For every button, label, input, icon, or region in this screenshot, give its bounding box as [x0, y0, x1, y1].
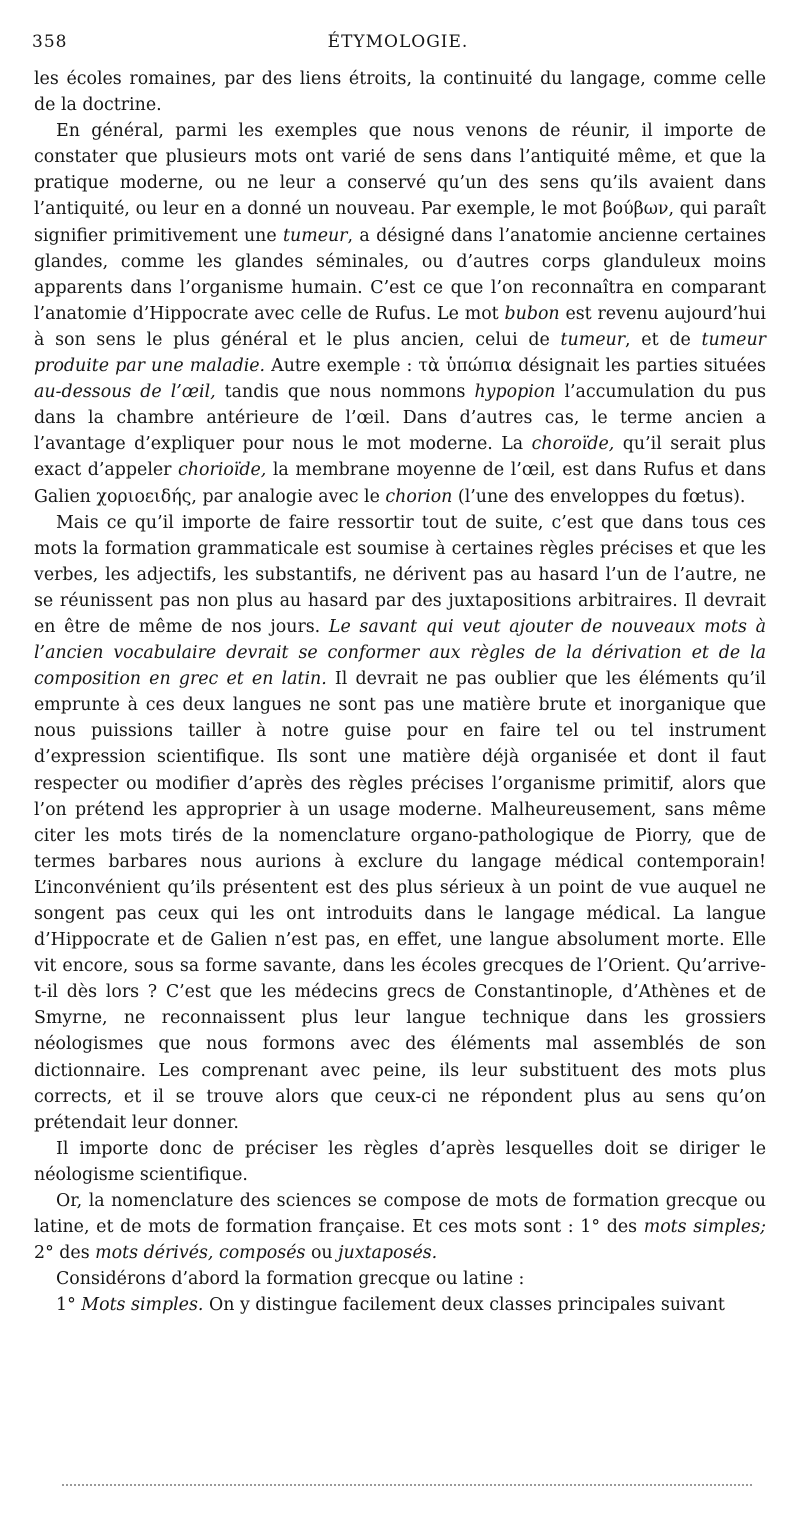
text-run: En général, parmi les exemples que nous venons de réunir, il importe de constater que plusieurs mots ont varié de sens dans l’antiquité même, et que la pratique moderne, ou ne leur a conservé qu’un des sens qu’ils avaient dans l’antiquité, ou leur en a donné un nouveau. Par exemple, le mot	[34, 121, 766, 220]
greek-word: βούβων	[602, 199, 669, 220]
italic-term: choroïde,	[531, 434, 615, 455]
page-header	[32, 32, 764, 58]
italic-term: tumeur	[283, 225, 348, 246]
text-run: ou	[305, 1243, 339, 1264]
paragraph-meanings	[34, 118, 766, 509]
paragraph-neologism	[34, 1136, 766, 1188]
text-run: Autre exemple :	[265, 356, 419, 377]
text-run: , et de	[625, 329, 702, 350]
italic-term: mots dérivés, composés	[95, 1243, 306, 1264]
text-run: Considérons d’abord la formation grecque ou latine :	[56, 1269, 525, 1290]
italic-term: mots simples;	[643, 1217, 766, 1238]
italic-term: bubon	[504, 303, 560, 324]
greek-word: τὰ ὑπώπια	[418, 356, 513, 377]
running-title: ÉTYMOLOGIE.	[327, 32, 469, 52]
italic-heading: Mots simples.	[81, 1295, 204, 1316]
italic-term: chorioïde,	[178, 460, 267, 481]
text-run: désignait les parties situées	[512, 356, 766, 377]
text-run: (l’une des enveloppes du fœtus).	[452, 486, 746, 507]
text-run: Il importe donc de préciser les règles d’après lesquelles doit se diriger le néologisme scientifique.	[34, 1138, 766, 1185]
paragraph-continued	[34, 66, 766, 118]
text-run: Mais ce qu’il importe de faire ressortir tout de suite, c’est que dans tous ces mots la formation grammaticale est soumise à certaines règles précises et que les verbes, les adjectifs, les substantifs, ne dérivent pas au hasard l’un de l’autre, ne se réunissent pas non plus au hasard par des juxtapositions arbitraires. Il devrait en être de même de nos jours.	[34, 512, 766, 637]
page-number: 358	[32, 32, 68, 52]
text-run: , a désigné dans l’anatomie ancienne certaines glandes, comme les glandes séminales, ou d’autres corps glanduleux moins apparents dans l’organisme humain. C’est ce que l’on reconnaîtra en comparant l’anatomie d’Hippocrate avec celle de Rufus. Le mot	[34, 225, 766, 324]
text-run: est revenu aujourd’hui à son sens le plus général et le plus ancien, celui de	[34, 303, 766, 350]
italic-sentence: Le savant qui veut ajouter de nouveaux mots à l’ancien vocabulaire devrait se conformer aux règles de la dérivation et de la composition en grec et en latin.	[34, 616, 766, 690]
text-run: 1°	[56, 1295, 82, 1316]
body-text	[34, 66, 766, 1319]
italic-term: chorion	[385, 486, 453, 507]
text-run: la membrane moyenne de l’œil, est dans Rufus et dans Galien	[34, 460, 766, 507]
italic-term: hypopion	[474, 382, 556, 403]
text-run: les écoles romaines, par des liens étroits, la continuité du langage, comme celle de la doctrine.	[34, 69, 766, 116]
footer-rule	[62, 1484, 752, 1486]
italic-term: au-dessous de l’œil,	[34, 382, 216, 403]
text-run: 2° des	[34, 1243, 96, 1264]
text-run: tandis que nous nommons	[215, 382, 475, 403]
paragraph-consider	[34, 1266, 766, 1292]
text-run: , par analogie avec le	[191, 486, 386, 507]
paragraph-grammar-rules	[34, 510, 766, 1136]
italic-term: tumeur produite par une maladie.	[34, 329, 766, 377]
text-run: l’accumulation du pus dans la chambre antérieure de l’œil. Dans d’autres cas, le terme ancien a l’avantage d’expliquer pour nous le mot moderne. La	[34, 382, 766, 455]
text-run: On y distingue facilement deux classes principales suivant	[203, 1295, 725, 1316]
text-run: , qui paraît signifier primitivement une	[34, 199, 766, 246]
paragraph-simple-words	[34, 1292, 766, 1318]
paragraph-nomenclature	[34, 1188, 766, 1266]
italic-term: tumeur	[560, 329, 626, 350]
text-run: Or, la nomenclature des sciences se compose de mots de formation grecque ou latine, et de mots de formation française. Et ces mots sont : 1° des	[34, 1191, 766, 1238]
text-run: Il devrait ne pas oublier que les éléments qu’il emprunte à ces deux langues ne sont pas une matière brute et inorganique que nous puissions tailler à notre guise pour en faire tel ou tel instrument d’expression scientifique. Ils sont une matière déjà organisée et dont il faut respecter ou modifier d’après des règles précises l’organisme primitif, alors que l’on prétend les approprier à un usage moderne. Malheureusement, sans même citer les mots tirés de la nomenclature organo-pathologique de Piorry, que de termes barbares nous aurions à exclure du langage médical contemporain! L’inconvénient qu’ils présentent est des plus sérieux à un point de vue auquel ne songent pas ceux qui les ont introduits dans le langage médical. La langue d’Hippocrate et de Galien n’est pas, en effet, une langue absolument morte. Elle vit encore, sous sa forme savante, dans les écoles grecques de l’Orient. Qu’arrive-t-il dès lors ? C’est que les médecins grecs de Constantinople, d’Athènes et de Smyrne, ne reconnaissent plus leur langue technique dans les grossiers néologismes que nous formons avec des éléments mal assemblés de son dictionnaire. Les comprenant avec peine, ils leur substituent des mots plus corrects, et il se trouve alors que ceux-ci ne répondent plus au sens qu’on prétendait leur donner.	[34, 669, 766, 1133]
italic-term: juxtaposés.	[338, 1243, 438, 1264]
greek-word: χοριοειδής	[96, 486, 192, 507]
text-run: qu’il serait plus exact d’appeler	[34, 434, 766, 481]
